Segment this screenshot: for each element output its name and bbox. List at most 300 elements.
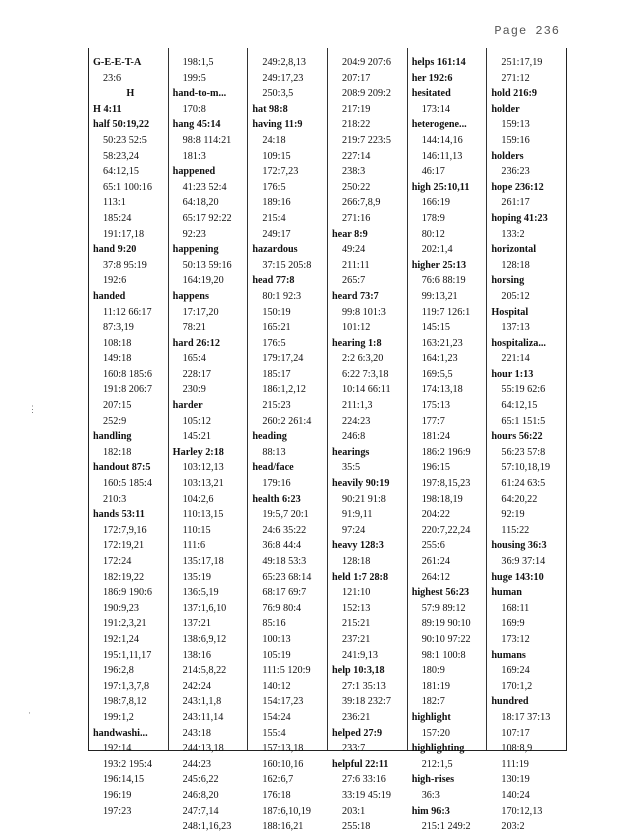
page-reference: 224:23	[342, 415, 371, 427]
page-reference: 110:13,15	[182, 509, 224, 521]
page-reference: 57:9 89:12	[421, 602, 466, 614]
page-reference: 2:2 6:3,20	[342, 353, 384, 365]
page-reference: 196:19	[103, 789, 132, 801]
index-term: hands 53:11	[93, 509, 145, 521]
page-reference: 244:13,18	[182, 743, 224, 755]
page-reference: 80:1 92:3	[262, 290, 302, 302]
page-reference: 221:14	[501, 353, 530, 365]
index-term: holders	[491, 150, 524, 162]
page-reference: 195:1,11,17	[103, 649, 152, 661]
index-term: hours 56:22	[491, 431, 543, 443]
page-reference: 196:14,15	[103, 774, 145, 786]
page-reference: 203:2	[501, 821, 525, 833]
page-reference: 111:5 120:9	[262, 665, 311, 677]
page-reference: 107:17	[501, 727, 530, 739]
page-reference: 133:2	[501, 228, 525, 240]
page-reference: 108:8,9	[501, 743, 533, 755]
page-reference: 65:1 151:5	[501, 415, 546, 427]
page-reference: 100:13	[262, 633, 291, 645]
page-reference: 255:6	[421, 540, 445, 552]
page-reference: 140:24	[501, 789, 530, 801]
page-reference: 104:2,6	[182, 493, 214, 505]
page-reference: 220:7,22,24	[421, 524, 471, 536]
page-reference: 204:22	[421, 509, 450, 521]
page-reference: 27:1 35:13	[342, 680, 386, 692]
page-reference: 218:22	[342, 119, 371, 131]
page-reference: 178:9	[421, 212, 445, 224]
page-reference: 211:1,3	[342, 400, 373, 412]
page-reference: 271:16	[342, 212, 371, 224]
page-reference: 87:3,19	[103, 322, 134, 334]
page-reference: 50:23 52:5	[103, 134, 147, 146]
page-reference: 159:16	[501, 134, 530, 146]
page-reference: 36:3	[421, 789, 440, 801]
page-reference: 157:13,18	[262, 743, 304, 755]
page-reference: 172:7,23	[262, 166, 299, 178]
page-reference: 228:17	[182, 368, 211, 380]
page-reference: 169:24	[501, 665, 530, 677]
page-reference: 85:16	[262, 618, 286, 630]
page-reference: 249:17,23	[262, 72, 304, 84]
page-reference: 68:17 69:7	[262, 587, 307, 599]
margin-mark: ·	[28, 708, 31, 718]
page-reference: 136:5,19	[182, 587, 219, 599]
page-reference: 173:14	[421, 103, 450, 115]
index-term: hospitaliza...	[491, 337, 546, 349]
page-reference: 215:4	[262, 212, 286, 224]
index-term: high 25:10,11	[411, 181, 470, 193]
page-reference: 159:13	[501, 119, 530, 131]
page-reference: 65:1 100:16	[103, 181, 152, 193]
page-reference: 190:9,23	[103, 602, 139, 614]
page-reference: 27:6 33:16	[342, 774, 386, 786]
page-reference: 165:21	[262, 322, 291, 334]
page-reference: 130:19	[501, 774, 530, 786]
page-reference: 244:23	[182, 758, 211, 770]
page-reference: 152:13	[342, 602, 371, 614]
page-reference: 24:6 35:22	[262, 524, 307, 536]
page-reference: 186:2 196:9	[421, 446, 471, 458]
page-reference: 189:16	[262, 197, 291, 209]
page-reference: 261:17	[501, 197, 530, 209]
page-reference: 11:12 66:17	[103, 306, 152, 318]
page-reference: 242:24	[182, 680, 211, 692]
page-reference: 24:18	[262, 134, 286, 146]
index-term: hold 216:9	[491, 88, 537, 100]
page-reference: 188:16,21	[262, 821, 304, 833]
page-reference: 191:2,3,21	[103, 618, 147, 630]
page-reference: 128:18	[342, 556, 371, 567]
page-reference: 252:9	[103, 415, 127, 427]
page-reference: 204:9 207:6	[342, 57, 391, 68]
page-reference: 176:5	[262, 181, 286, 193]
page-reference: 187:6,10,19	[262, 805, 312, 817]
page-reference: 64:18,20	[182, 197, 219, 209]
page-reference: 247:7,14	[182, 805, 219, 817]
page-reference: 135:17,18	[182, 556, 224, 567]
page-reference: 248:1,16,23	[182, 821, 232, 833]
page-reference: 182:7	[421, 696, 445, 708]
page-reference: 251:17,19	[501, 57, 543, 68]
page-reference: 255:18	[342, 821, 371, 833]
index-column	[328, 48, 408, 833]
page-reference: 144:14,16	[421, 134, 463, 146]
page-reference: 160:5 185:4	[103, 478, 152, 490]
page-reference: 170:12,13	[501, 805, 543, 817]
index-term: heterogene...	[411, 119, 467, 131]
index-term: having 11:9	[252, 119, 303, 131]
page-reference: 109:15	[262, 150, 291, 162]
page-reference: 37:8 95:19	[103, 259, 147, 271]
page-reference: 155:4	[262, 727, 286, 739]
page-reference: 170:8	[182, 103, 206, 115]
page-reference: 250:3,5	[262, 88, 294, 100]
page-reference: 165:4	[182, 353, 206, 365]
page-reference: 56:23 57:8	[501, 446, 546, 458]
page-reference: 57:10,18,19	[501, 462, 551, 474]
index-term: handed	[93, 290, 126, 302]
page-reference: 39:18 232:7	[342, 696, 391, 708]
page-reference: 65:23 68:14	[262, 571, 312, 583]
page-reference: 181:3	[182, 150, 206, 162]
page-reference: 76:6 88:19	[421, 275, 466, 287]
page-reference: 101:12	[342, 322, 371, 334]
page-reference: 138:6,9,12	[182, 633, 227, 645]
page-reference: 215:23	[262, 400, 291, 412]
page-reference: 174:13,18	[421, 384, 463, 396]
page-reference: 181:19	[421, 680, 450, 692]
page-reference: 249:17	[262, 228, 291, 240]
page-reference: 35:5	[342, 462, 361, 474]
index-term: hoping 41:23	[491, 212, 548, 224]
page-reference: 238:3	[342, 166, 366, 178]
index-term: helpful 22:11	[332, 758, 389, 770]
index-table	[88, 48, 567, 833]
page-reference: 233:7	[342, 743, 366, 755]
index-term: happens	[172, 290, 209, 302]
index-term: hearings	[332, 446, 370, 458]
page-reference: 215:21	[342, 618, 371, 630]
index-term: heavy 128:3	[332, 540, 384, 552]
page-reference: 19:5,7 20:1	[262, 509, 309, 521]
page-reference: 105:19	[262, 649, 291, 661]
index-term: handout 87:5	[93, 462, 151, 474]
page-reference: 271:12	[501, 72, 530, 84]
index-term: half 50:19,22	[93, 119, 150, 131]
page-reference: 76:9 80:4	[262, 602, 302, 614]
index-term: hard 26:12	[172, 337, 220, 349]
page-reference: 219:7 223:5	[342, 134, 391, 146]
index-term: humans	[491, 649, 526, 661]
page-reference: 91:9,11	[342, 509, 373, 521]
index-term: Harley 2:18	[172, 446, 224, 458]
page-reference: 207:15	[103, 400, 132, 412]
page-reference: 154:17,23	[262, 696, 304, 708]
page-reference: 193:2 195:4	[103, 758, 152, 770]
index-term: held 1:7 28:8	[332, 571, 389, 583]
index-term: highest 56:23	[411, 587, 470, 599]
page-reference: 49:18 53:3	[262, 556, 307, 567]
page-reference: 182:19,22	[103, 571, 145, 583]
index-column	[248, 48, 328, 833]
index-term: hesitated	[411, 88, 451, 100]
page-reference: 17:17,20	[182, 306, 219, 318]
page-reference: 90:21 91:8	[342, 493, 386, 505]
index-term: G-E-E-T-A	[93, 57, 142, 68]
page-reference: 6:22 7:3,18	[342, 368, 389, 380]
index-term: housing 36:3	[491, 540, 547, 552]
index-term: heavily 90:19	[332, 478, 390, 490]
page-reference: 164:1,23	[421, 353, 458, 365]
page-reference: 145:21	[182, 431, 211, 443]
page-number: Page 236	[494, 24, 560, 38]
index-term: hundred	[491, 696, 529, 708]
index-term: help 10:3,18	[332, 665, 385, 677]
page-reference: 265:7	[342, 275, 366, 287]
index-term: hat 98:8	[252, 103, 288, 115]
page-reference: 197:1,3,7,8	[103, 680, 150, 692]
page-reference: 250:22	[342, 181, 371, 193]
page-reference: 169:9	[501, 618, 525, 630]
page-reference: 241:9,13	[342, 649, 378, 661]
page-reference: 182:18	[103, 446, 132, 458]
page-reference: 108:18	[103, 337, 132, 349]
index-term: H 4:11	[93, 103, 122, 115]
page-reference: 236:23	[501, 166, 530, 178]
page-reference: 10:14 66:11	[342, 384, 391, 396]
page-reference: 227:14	[342, 150, 371, 162]
page-reference: 46:17	[421, 166, 445, 178]
page-reference: 99:8 101:3	[342, 306, 386, 318]
page-reference: 245:6,22	[182, 774, 219, 786]
index-term: hour 1:13	[491, 368, 534, 380]
margin-mark: ⋮	[28, 404, 37, 414]
page-reference: 97:24	[342, 524, 366, 536]
index-term: happened	[172, 166, 216, 178]
page-reference: 36:8 44:4	[262, 540, 302, 552]
page-reference: 154:24	[262, 711, 291, 723]
page-reference: 191:8 206:7	[103, 384, 152, 396]
page-reference: 215:1 249:2	[421, 821, 471, 833]
page-reference: 199:5	[182, 72, 206, 84]
page-reference: 203:1	[342, 805, 366, 817]
page-reference: 98:1 100:8	[421, 649, 466, 661]
page-reference: 179:17,24	[262, 353, 304, 365]
index-term: handwashi...	[93, 727, 148, 739]
page-reference: 92:23	[182, 228, 206, 240]
page-reference: 198:7,8,12	[103, 696, 147, 708]
page-reference: 208:9 209:2	[342, 88, 391, 100]
page-reference: 146:11,13	[421, 150, 463, 162]
page-reference: 37:15 205:8	[262, 259, 312, 271]
page-reference: 160:8 185:6	[103, 368, 152, 380]
page-reference: 179:16	[262, 478, 291, 490]
page-reference: 237:21	[342, 633, 371, 645]
index-column	[408, 48, 488, 833]
index-term: human	[491, 587, 522, 599]
index-column	[89, 48, 169, 817]
page-reference: 192:14	[103, 743, 132, 755]
page-reference: 23:6	[103, 72, 122, 84]
page-reference: 246:8,20	[182, 789, 219, 801]
page-reference: 80:12	[421, 228, 445, 240]
page-reference: 266:7,8,9	[342, 197, 381, 209]
index-term: heading	[252, 431, 287, 443]
page-reference: 196:15	[421, 462, 450, 474]
page-reference: 202:1,4	[421, 244, 453, 256]
page-reference: 192:6	[103, 275, 127, 287]
page-reference: 172:24	[103, 556, 132, 567]
index-term: high-rises	[411, 774, 455, 786]
page-reference: 137:21	[182, 618, 211, 630]
page-reference: 211:11	[342, 259, 370, 271]
index-term: helps 161:14	[411, 57, 466, 68]
page-reference: 261:24	[421, 556, 450, 567]
index-term: happening	[172, 244, 219, 256]
index-term: higher 25:13	[411, 259, 467, 271]
page-reference: 18:17 37:13	[501, 711, 551, 723]
page-reference: 198:18,19	[421, 493, 463, 505]
page-reference: 176:18	[262, 789, 291, 801]
page-reference: 205:12	[501, 290, 530, 302]
page-reference: 169:5,5	[421, 368, 453, 380]
index-term: harder	[172, 400, 203, 412]
page-reference: 135:19	[182, 571, 211, 583]
page-reference: 196:2,8	[103, 665, 134, 677]
page-reference: 145:15	[421, 322, 450, 334]
page-reference: 115:22	[501, 524, 530, 536]
page-reference: 185:24	[103, 212, 132, 224]
page-reference: 198:1,5	[182, 57, 214, 68]
page-reference: 192:1,24	[103, 633, 139, 645]
page-reference: 185:17	[262, 368, 291, 380]
page-reference: 33:19 45:19	[342, 789, 391, 801]
page-reference: 61:24 63:5	[501, 478, 546, 490]
index-term: Hospital	[491, 306, 529, 318]
page-reference: 210:3	[103, 493, 127, 505]
page-reference: 166:19	[421, 197, 450, 209]
page-reference: 110:15	[182, 524, 211, 536]
page-reference: 103:12,13	[182, 462, 224, 474]
page-reference: 65:17 92:22	[182, 212, 232, 224]
page-reference: 236:21	[342, 711, 371, 723]
page-reference: 111:6	[182, 540, 206, 552]
index-term: head 77:8	[252, 275, 295, 287]
index-term: hang 45:14	[172, 119, 221, 131]
index-column	[487, 48, 566, 833]
index-term: hearing 1:8	[332, 337, 382, 349]
page-reference: 157:20	[421, 727, 450, 739]
page-reference: 105:12	[182, 415, 211, 427]
page-reference: 170:1,2	[501, 680, 533, 692]
page-reference: 176:5	[262, 337, 286, 349]
page-reference: 243:18	[182, 727, 211, 739]
page-reference: 50:13 59:16	[182, 259, 232, 271]
page-reference: 128:18	[501, 259, 530, 271]
index-term: hazardous	[252, 244, 298, 256]
page-reference: 137:13	[501, 322, 530, 334]
index-term: hope 236:12	[491, 181, 544, 193]
page-reference: 243:1,1,8	[182, 696, 222, 708]
page-reference: 212:1,5	[421, 758, 453, 770]
index-term: head/face	[252, 462, 294, 474]
page-reference: 191:17,18	[103, 228, 145, 240]
index-column	[169, 48, 249, 833]
page-reference: 230:9	[182, 384, 206, 396]
page-reference: 207:17	[342, 72, 371, 84]
index-term: huge 143:10	[491, 571, 544, 583]
page-reference: 243:11,14	[182, 711, 224, 723]
index-term: H	[126, 88, 135, 100]
index-term: horizontal	[491, 244, 537, 256]
index-term: hand-to-m...	[172, 88, 227, 100]
index-term: horsing	[491, 275, 525, 287]
page-reference: 119:7 126:1	[421, 306, 471, 318]
page-reference: 186:9 190:6	[103, 587, 152, 599]
page-reference: 103:13,21	[182, 478, 224, 490]
page-reference: 246:8	[342, 431, 366, 443]
page-reference: 64:12,15	[103, 166, 139, 178]
page-reference: 260:2 261:4	[262, 415, 312, 427]
page-reference: 163:21,23	[421, 337, 463, 349]
page-reference: 186:1,2,12	[262, 384, 306, 396]
index-term: highlight	[411, 711, 451, 723]
page-reference: 113:1	[103, 197, 126, 209]
page-reference: 150:19	[262, 306, 291, 318]
page-reference: 168:11	[501, 602, 530, 614]
page-reference: 149:18	[103, 353, 132, 365]
index-term: helped 27:9	[332, 727, 383, 739]
page-reference: 173:12	[501, 633, 530, 645]
page-reference: 181:24	[421, 431, 450, 443]
index-term: hear 8:9	[332, 228, 368, 240]
page-reference: 121:10	[342, 587, 371, 599]
page-reference: 49:24	[342, 244, 366, 256]
page-reference: 64:20,22	[501, 493, 538, 505]
page-reference: 180:9	[421, 665, 445, 677]
page-reference: 64:12,15	[501, 400, 538, 412]
page-reference: 264:12	[421, 571, 450, 583]
page-reference: 111:19	[501, 758, 529, 770]
page-reference: 172:7,9,16	[103, 524, 147, 536]
page-reference: 164:19,20	[182, 275, 224, 287]
page-reference: 78:21	[182, 322, 206, 334]
page-reference: 140:12	[262, 680, 291, 692]
page-reference: 98:8 114:21	[182, 134, 232, 146]
page-reference: 90:10 97:22	[421, 633, 471, 645]
page-reference: 162:6,7	[262, 774, 294, 786]
page-reference: 172:19,21	[103, 540, 145, 552]
page-reference: 177:7	[421, 415, 445, 427]
page-reference: 197:8,15,23	[421, 478, 471, 490]
index-term: highlighting	[411, 743, 465, 755]
page-reference: 55:19 62:6	[501, 384, 546, 396]
page-reference: 197:23	[103, 805, 132, 817]
index-term: health 6:23	[252, 493, 301, 505]
page-reference: 138:16	[182, 649, 211, 661]
index-term: heard 73:7	[332, 290, 379, 302]
page-reference: 137:1,6,10	[182, 602, 227, 614]
page-reference: 175:13	[421, 400, 450, 412]
page-reference: 214:5,8,22	[182, 665, 227, 677]
index-term: holder	[491, 103, 520, 115]
page-reference: 92:19	[501, 509, 525, 521]
index-term: him 96:3	[411, 805, 450, 817]
page-reference: 249:2,8,13	[262, 57, 306, 68]
page-reference: 99:13,21	[421, 290, 458, 302]
page-reference: 36:9 37:14	[501, 556, 546, 567]
page-reference: 58:23,24	[103, 150, 139, 162]
